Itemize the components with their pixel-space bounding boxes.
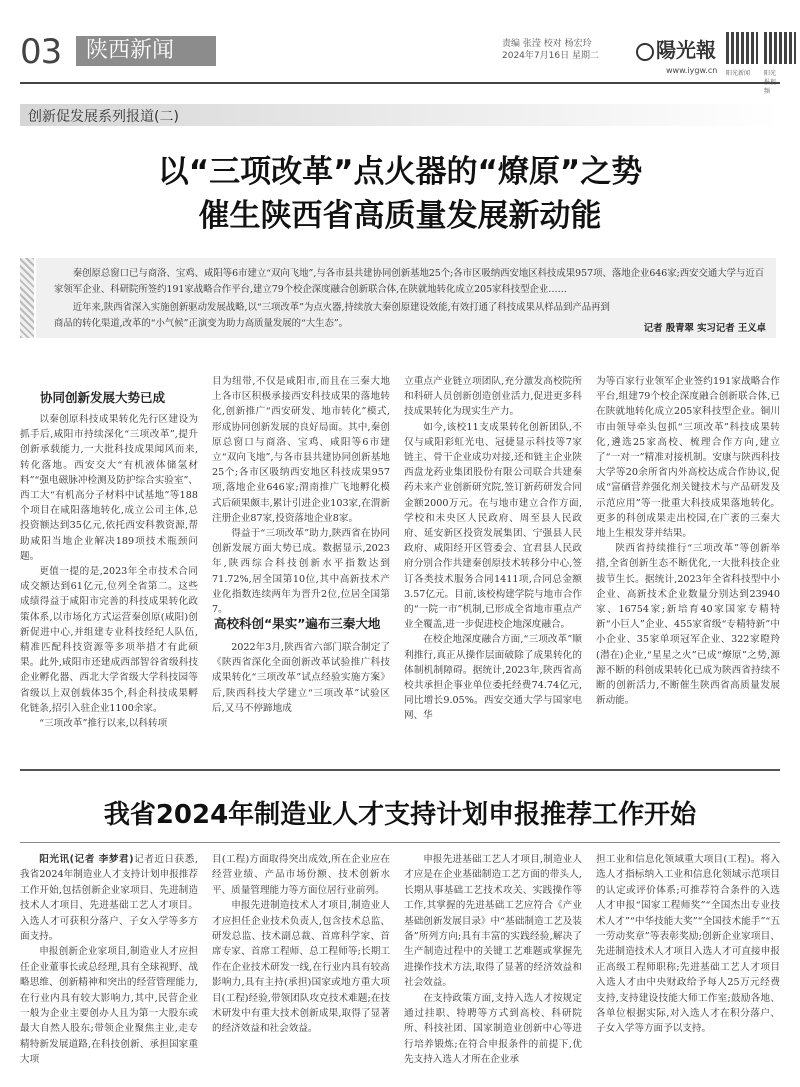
paragraph: 目为纽带,不仅是咸阳市,而且在三秦大地上各市区积极承接西安科技成果的落地转化,创新推广“西安研发、地市转化”模式,形成协同创新发展的良好局面。其中,秦创原总窗口与商洛、宝鸡、咸阳等6市建立“双向飞地”,与各市县共建协同创新基地25个;各市区吸纳西安地区科技成果957项,落地企业646家;渭南推广飞地孵化模式后硕果颇丰,累计引进企业103家,在渭新注册企业87家,投资落地企业8家。	[212, 376, 390, 524]
paragraph: 如今,该校11支成果转化创新团队,不仅与咸阳彩虹光电、冠捷显示科技等7家链主、骨干企业成功对接,还和链主企业陕西盘龙药业集团股份有限公司联合共建秦药未来产业创新研究院,签订新药研发合同金额2000万元。在与地市建立合作方面,学校和未央区人民政府、周至县人民政府、延安新区投资发展集团、宁强县人民政府、咸阳经开区管委会、宜君县人民政府分别合作共建秦创原技术转移分中心,签订各类技术服务合同1411项,合同总金额3.57亿元。目前,该校构建学院与地市合作的“一院一市”机制,已形成全省地市重点产业全覆盖,进一步促进校企地深度融合。	[404, 421, 582, 631]
paragraph: 以秦创原科技成果转化先行区建设为抓手后,咸阳市持续深化“三项改革”,提升创新承载能力,一大批科技成果闻风而来,转化落地。西安交大“有机液体储氢材料”“强电磁脉冲检测及防护综合实验室”、西工大“有机高分子材料中试基地”等188个项目在咸阳落地转化,成立公司主体,总投资额达到35亿元,依托西安科教资源,帮助咸阳当地企业解决189项技术瓶颈问题。	[20, 414, 198, 562]
article-column-2	[212, 374, 390, 617]
article2-column-1	[20, 852, 198, 1068]
qr-caption: 阳光 频	[764, 70, 777, 95]
paragraph: 目(工程)方面取得突出成效,所在企业应在经营业绩、产品市场份额、技术创新水平、质量管理能力等方面位居行业前列。	[212, 854, 390, 896]
qr-code-icon	[726, 32, 758, 64]
paragraph: 在支持政策方面,支持入选人才按规定通过挂职、特聘等方式到高校、科研院所、科技社团、国家制造业创新中心等进行培养锻炼;在符合申报条件的前提下,优先支持入选人才所在企业承	[404, 992, 582, 1066]
article-column-1	[20, 412, 198, 731]
section-divider	[20, 769, 780, 771]
article-column-2b	[212, 640, 390, 716]
headline-line-1: 以“三项改革”点火器的“燎原”之势	[157, 154, 643, 190]
article-column-4	[596, 374, 780, 708]
sun-logo-icon	[636, 43, 654, 61]
subheading: 高校科创“果实”遍布三秦大地	[214, 616, 381, 631]
article2-column-3	[404, 852, 582, 1068]
byline: 记者 殷青翠 实习记者 王义卓	[643, 323, 766, 334]
paragraph: 为等百家行业领军企业签约191家战略合作平台,组建79个校企深度融合创新联合体,已在陕就地转化成立205家科技型企业。铜川市由领导牵头包抓“三项改革”科技成果转化,遴选25家高校、梳理合作方向,建立了“一对一”精准对接机制。安康与陕西科技大学等20余所省内外高校达成合作协议,促成“富硒营养强化剂关键技术与产品研发及示范应用”等一批重大科技成果落地转化。更多的科创成果走出校园,在广袤的三秦大地上生根发芽并结果。	[596, 376, 780, 540]
newspaper-logo: 陽光報	[636, 34, 716, 63]
qr-code-icon	[764, 32, 796, 64]
lead-box	[36, 258, 776, 338]
paragraph: 申报创新企业家项目,制造业人才应担任企业董事长或总经理,具有全球视野、战略思维、创新精神和突出的经营管理能力,在行业内具有较大影响力,其中,民营企业一般为企业主要创办人且为第一大股东或最大自然人股东;带领企业聚焦主业,走专精特新发展道路,在科技创新、承担国家重大项	[20, 946, 198, 1066]
paragraph: 立重点产业链立项团队,充分激发高校院所和科研人员创新创造创业活力,促进更多科技成果转化为现实生产力。	[404, 376, 582, 418]
paragraph: “三项改革”推行以来,以科转项	[39, 718, 168, 730]
header-meta	[502, 38, 599, 62]
series-tag: 创新促发展系列报道(二)	[28, 109, 179, 125]
lead-decoration	[20, 258, 34, 338]
paragraph: 得益于“三项改革”助力,陕西省在协同创新发展方面大势已成。数据显示,2023年,陕西综合科技创新水平指数达到71.72%,居全国第10位,其中高新技术产业化指数连续两年为晋升2位,位居全国第7。	[212, 528, 390, 616]
article2-column-2	[212, 852, 390, 1037]
headline-2-underline	[20, 842, 780, 843]
page-number: 03	[20, 32, 62, 72]
paragraph: 担工业和信息化领域重大项目(工程)。将入选人才指标纳入工业和信息化领域示范项目的认定或评价体系;可推荐符合条件的入选人才申报“国家工程师奖”“全国杰出专业技术人才”“中华技能大奖”“全国技术能手”“五一劳动奖章”等表彰奖励;创新企业家项目、先进制造技术人才项目入选人才可直接申报正高级工程师职称;先进基础工艺人才项目入选人才由中央财政给予每人25万元经费支持,支持建设技能大师工作室;鼓励各地、各单位根据实际,对入选人才在积分落户、子女入学等方面予以支持。	[596, 854, 780, 1035]
paragraph: 申报先进基础工艺人才项目,制造业人才应是在企业基础制造工艺方面的带头人,长期从事基础工艺技术攻关、实践操作等工作,其掌握的先进基础工艺应符合《产业基础创新发展目录》中“基础制造工艺及装备”所列方向;具有丰富的实践经验,解决了生产制造过程中的关键工艺难题或掌握先进操作技术方法,取得了显著的经济效益和社会效益。	[404, 854, 582, 989]
paragraph: 在校企地深度融合方面,“三项改革”顺利推行,真正从操作层面破除了成果转化的体制机制障碍。据统计,2023年,陕西省高校共承担企事业单位委托经费74.74亿元,同比增长9.05%。西安交通大学与国家电网、华	[404, 634, 582, 722]
dateline: 阳光讯(记者 李梦君)	[39, 854, 134, 865]
lead-paragraph: 秦创原总窗口已与商洛、宝鸡、咸阳等6市建立“双向飞地”,与各市县共建协同创新基地25个;各市区吸纳西安地区科技成果957项、落地企业646家;西安交通大学与近百家领军企业、科研院所签约191家战略合作平台,建立79个校企深度融合创新联合体,在陕就地转化成立205家科技型企业……	[54, 268, 765, 295]
subheading: 协同创新发展大势已成	[40, 390, 166, 405]
headline-2: 我省2024年制造业人才支持计划申报推荐工作开始	[103, 800, 697, 830]
article2-column-4	[596, 852, 780, 1037]
paragraph: 2022年3月,陕西省六部门联合制定了《陕西省深化全面创新改革试验推广科技成果转化“三项改革”试点经验实施方案》后,陕西科技大学建立“三项改革”试验区后,又马不停蹄地成	[212, 642, 390, 714]
page-header	[20, 30, 780, 95]
paragraph: 申报先进制造技术人才项目,制造业人才应担任企业技术负责人,包含技术总监、研发总监、技术副总裁、首席科学家、首席专家、首席工程师、总工程师等;长期工作在企业技术研发一线,在行业内具有较高影响力,具有主持(承担)国家或地方重大项目(工程)经验,带领团队攻克技术难题;在技术研发中有重大技术创新成果,取得了显著的经济效益和社会效益。	[212, 900, 390, 1035]
editors-line: 责编 张滢 校对 杨宏玲	[502, 39, 592, 49]
paragraph: 更值一提的是,2023年全市技术合同成交额达到61亿元,位列全省第二。这些成绩得益于咸阳市完善的科技成果转化政策体系,以市场化方式运营秦创原(咸阳)创新促进中心,并组建专业科技经纪人队伍,精准匹配科技资源等多项举措才有此硕果。此外,咸阳市还建成西部智谷省级科技企业孵化器、西北大学省级大学科技园等省级以上双创载体35个,科企科技成果孵化链条,招引入驻企业1100余家。	[20, 566, 198, 714]
qr-caption: 阳光新闻	[726, 70, 751, 77]
section-name: 陕西新闻	[76, 36, 216, 66]
header-divider	[20, 82, 780, 84]
site-url[interactable]: www.iygw.cn	[666, 66, 718, 75]
issue-date: 2024年7月16日 星期二	[502, 51, 599, 61]
paragraph: 记者近日获悉,我省2024年制造业人才支持计划申报推荐工作开始,包括创新企业家项目、先进制造技术人才项目、先进基础工艺人才项目。入选人才可获积分落户、子女入学等多方面支持。	[20, 854, 198, 943]
series-banner	[20, 104, 780, 126]
headline-line-2: 催生陕西省高质量发展新动能	[198, 198, 602, 234]
article-column-3	[404, 374, 582, 724]
paragraph: 陕西省持续推行“三项改革”等创新举措,全省创新生态不断优化,一大批科技企业拔节生长。据统计,2023年全省科技型中小企业、高新技术企业数量分别达到23940家、16754家;新培育40家国家专精特新“小巨人”企业、455家省级“专精特新”中小企业、35家单项冠军企业、322家瞪羚(潜在)企业,“星星之火”已成“燎原”之势,源源不断的科创成果转化已成为陕西省持续不断的创新活力,不断催生陕西省高质量发展新动能。	[596, 543, 780, 707]
lead-paragraph: 近年来,陕西省深入实施创新驱动发展战略,以“三项改革”为点火器,持续放大秦创原建设效能,有效打通了科技成果从样品到产品再到商品的转化渠道,改革的“小气候”正演变为助力高质量发展的“大生态”。	[54, 302, 610, 329]
